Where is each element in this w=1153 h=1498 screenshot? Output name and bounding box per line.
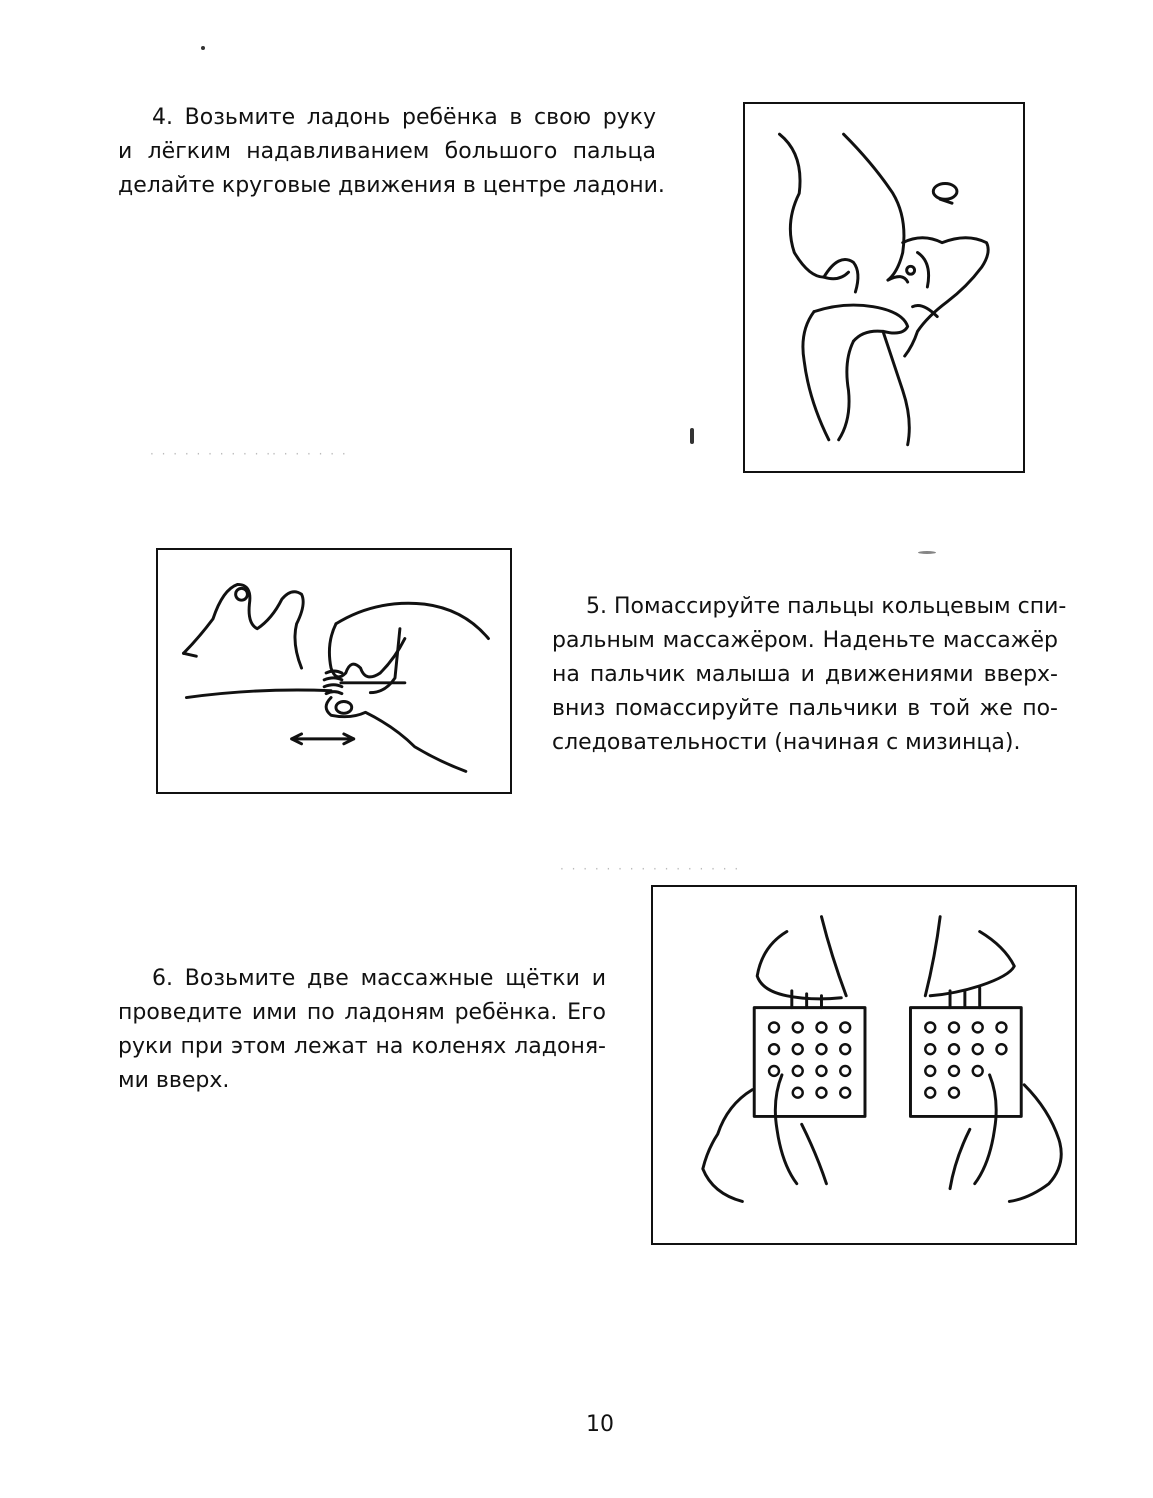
text-line: 5. Помассируйте пальцы кольцевым спи-: [586, 594, 1067, 619]
scan-speck: [690, 428, 694, 444]
text-line: следовательности (начиная с мизинца).: [552, 730, 1021, 755]
text-line: ми вверх.: [118, 1068, 230, 1093]
text-line: на пальчик малыша и движениями вверх-: [552, 662, 1058, 687]
illustration-two-massage-brushes: [651, 885, 1077, 1245]
text-line: руки при этом лежат на коленях ладоня-: [118, 1034, 606, 1059]
text-line: вниз помассируйте пальчики в той же по-: [552, 696, 1058, 721]
instruction-5-text: [552, 590, 1067, 760]
instruction-4-text: [118, 101, 665, 203]
text-line: 4. Возьмите ладонь ребёнка в свою руку: [152, 105, 656, 130]
page-number: 10: [586, 1412, 614, 1437]
instruction-6-text: [118, 962, 606, 1098]
text-line: и лёгким надавливанием большого пальца: [118, 139, 656, 164]
scan-speck: [918, 551, 936, 554]
scan-noise: · · · · · · · · · · · · · · · ·: [560, 862, 741, 876]
text-line: проведите ими по ладоням ребёнка. Его: [118, 1000, 606, 1025]
illustration-hand-palm-massage: [743, 102, 1025, 473]
text-line: делайте круговые движения в центре ладони.: [118, 173, 665, 198]
text-line: ральным массажёром. Наденьте массажёр: [552, 628, 1058, 653]
scan-speck: [201, 46, 205, 50]
text-line: 6. Возьмите две массажные щётки и: [152, 966, 606, 991]
scan-noise: · · · · · · · · · · ·· · · · · · ·: [150, 447, 348, 461]
illustration-finger-ring-massager: [156, 548, 512, 794]
